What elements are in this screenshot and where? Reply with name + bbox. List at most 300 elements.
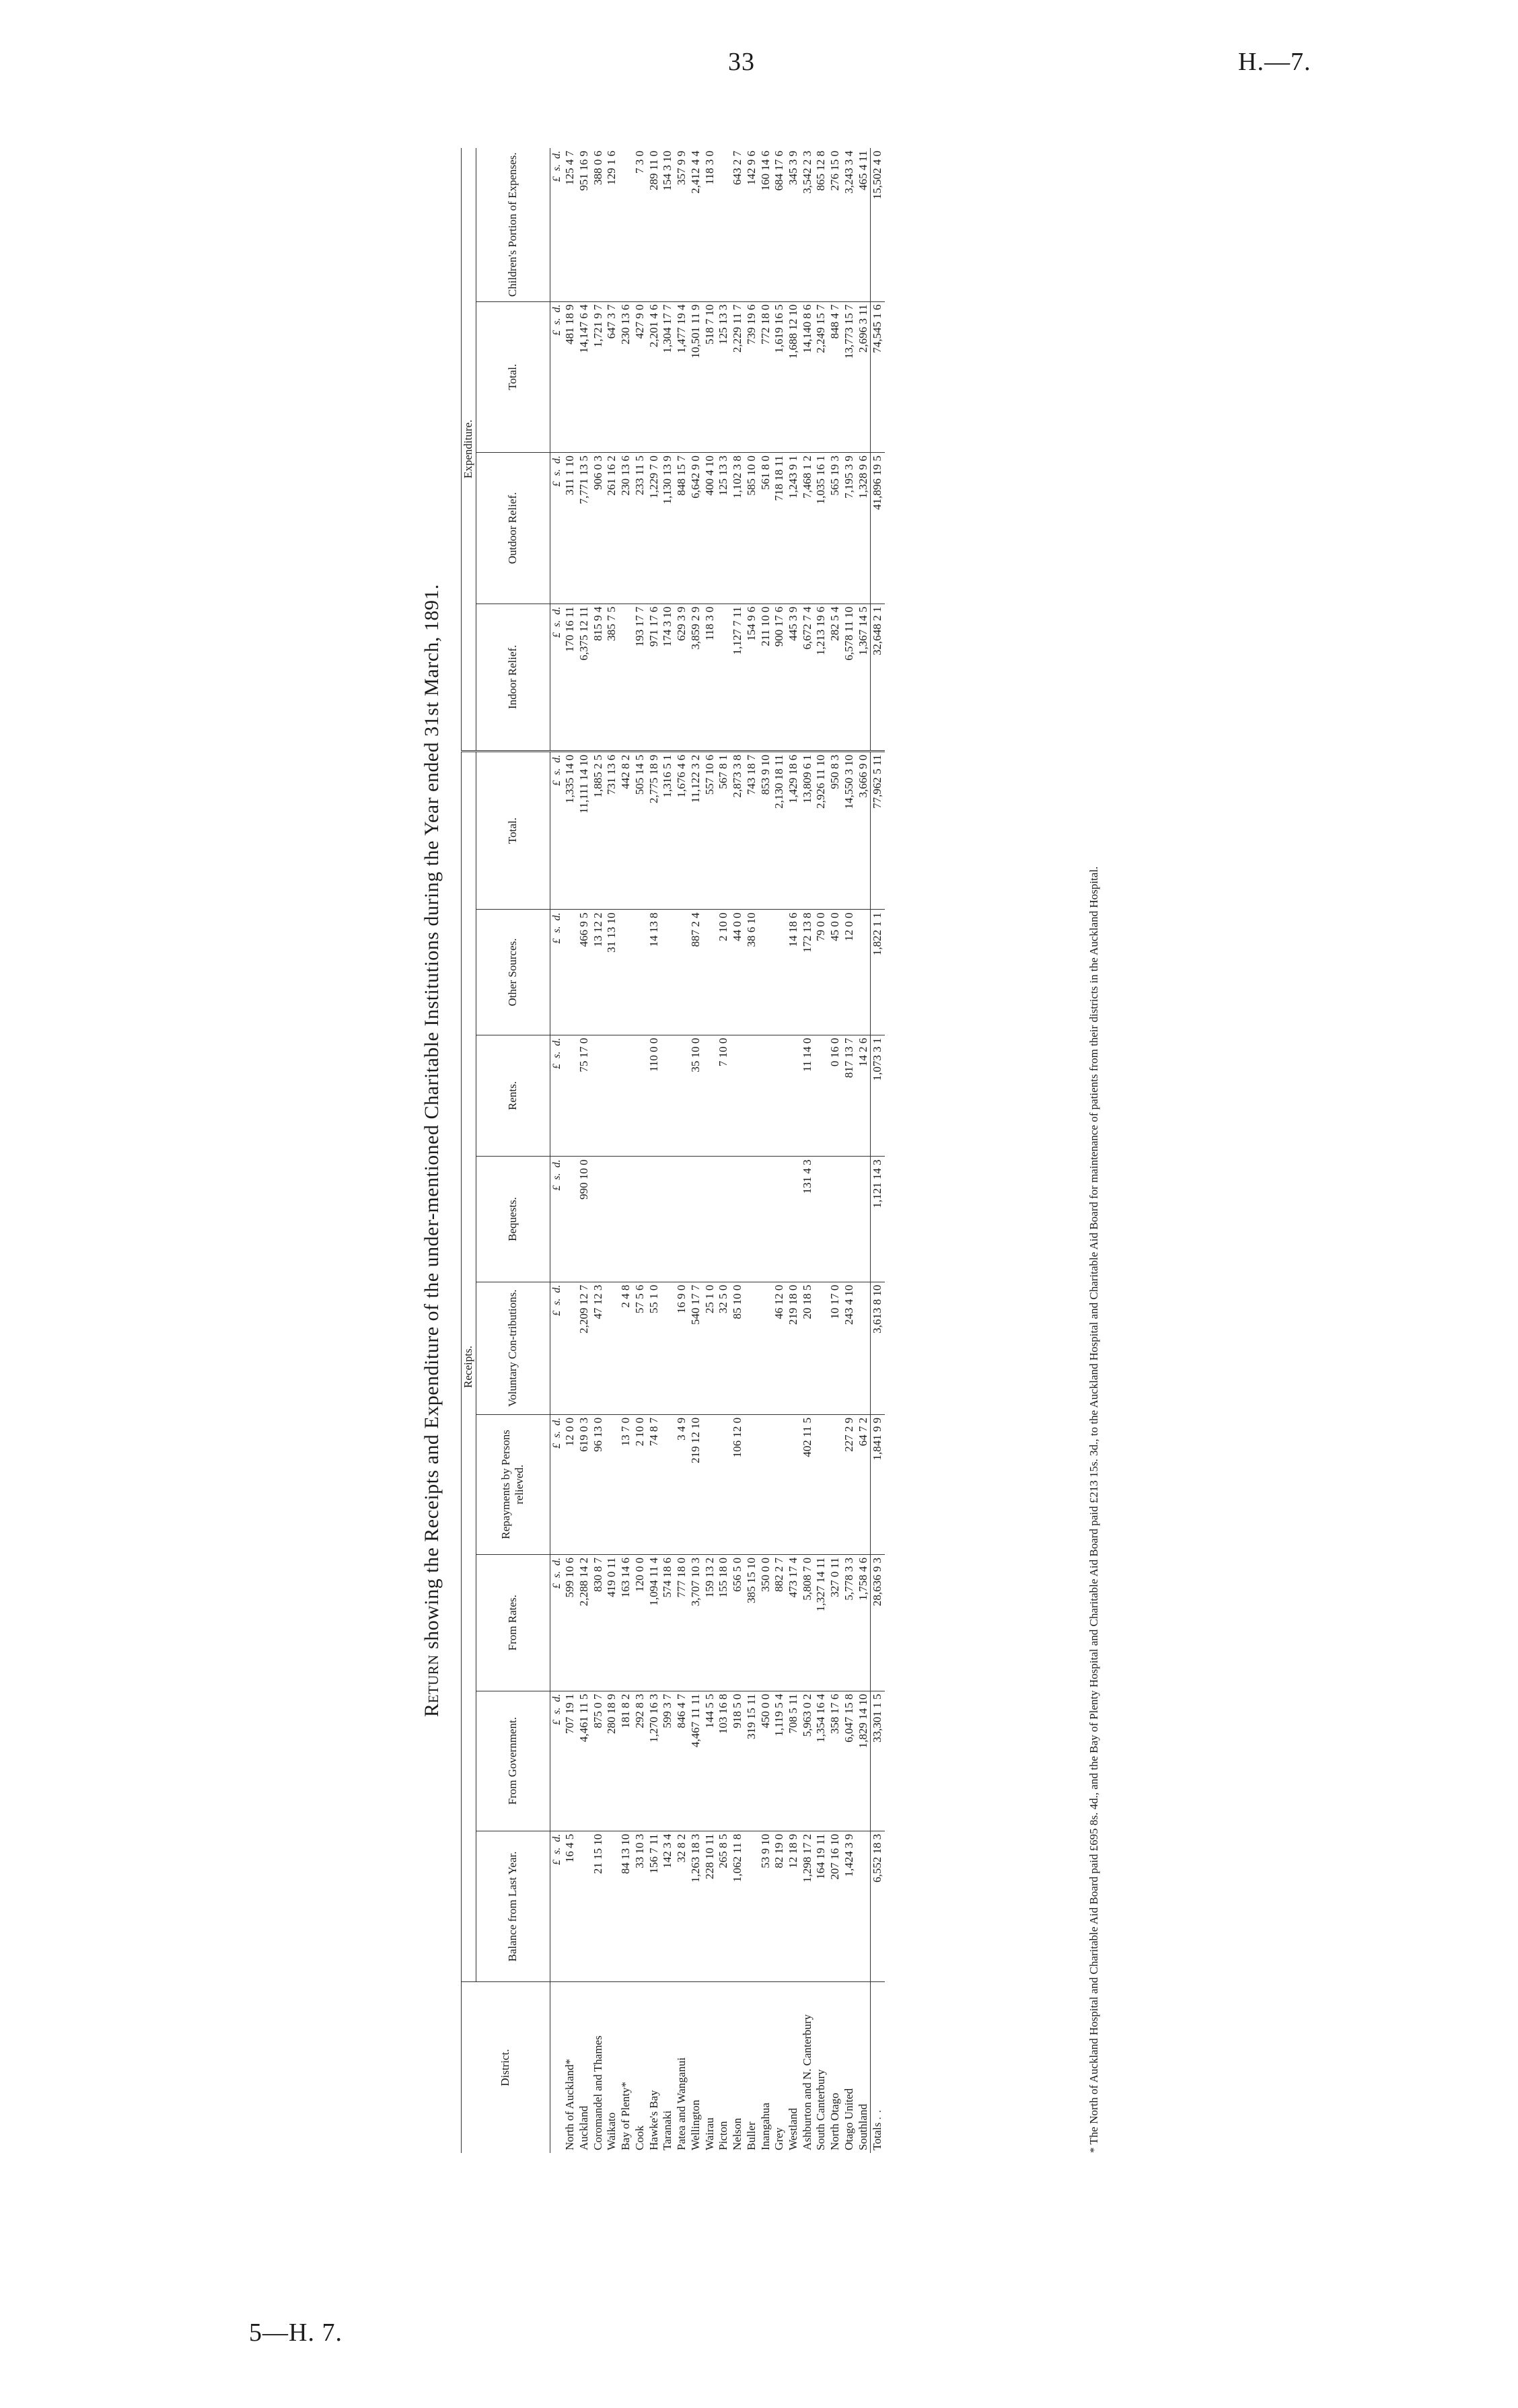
cell-total-exp: 1,619 16 5: [772, 301, 787, 453]
document-reference: H.—7.: [1238, 48, 1311, 76]
total-cell: 3,613 8 10: [871, 1282, 885, 1414]
cell-balance: 1,062 11 8: [731, 1831, 745, 1982]
cell-children: 154 3 10: [661, 148, 675, 301]
cell-bequests: [814, 1157, 828, 1282]
cell-government: 708 5 11: [787, 1691, 801, 1831]
cell-children: 3,542 2 3: [801, 148, 815, 301]
group-expenditure: Expenditure.: [462, 148, 476, 751]
cell-total-exp: 14,140 8 6: [801, 301, 815, 453]
col-total-receipts: Total.: [476, 751, 550, 910]
cell-other: 79 0 0: [814, 910, 828, 1035]
table-title: [421, 148, 443, 2153]
cell-outdoor: 565 19 3: [828, 453, 842, 604]
cell-rates: 159 13 2: [703, 1554, 717, 1691]
total-cell: 1,822 1 1: [871, 910, 885, 1035]
col-total-expenditure: Total.: [476, 301, 550, 453]
cell-voluntary: 85 10 0: [731, 1282, 745, 1414]
cell-other: 14 18 6: [787, 910, 801, 1035]
cell-other: 2 10 0: [717, 910, 731, 1035]
cell-government: 280 18 9: [605, 1691, 619, 1831]
footnote: * The North of Auckland Hospital and Charitable Aid Board paid £695 8s. 4d., and the Bay of Plenty Hospital and Charitable Aid Board paid £213 15s. 3d., to the Auckland Hospital and Charitable Aid Board for maintenance of patients from their districts in the Auckland Hospital.: [1087, 866, 1100, 2153]
cell-other: 13 12 2: [591, 910, 606, 1035]
cell-other: 466 9 5: [577, 910, 591, 1035]
cell-total-exp: 125 13 3: [717, 301, 731, 453]
district-name: North Otago: [828, 2092, 842, 2150]
cell-other: 12 0 0: [842, 910, 857, 1035]
cell-balance: [745, 1831, 759, 1982]
cell-rents: [633, 1035, 647, 1157]
cell-bequests: 990 10 0: [577, 1157, 591, 1282]
cell-other: [772, 910, 787, 1035]
currency-label: £ s. d.: [550, 1157, 563, 1282]
table-row: [717, 148, 731, 2153]
cell-government: 181 8 2: [619, 1691, 633, 1831]
district-name: Westland: [787, 2108, 799, 2150]
cell-children: 345 3 9: [787, 148, 801, 301]
total-cell: 74,545 1 6: [871, 301, 885, 453]
cell-balance: 32 8 2: [675, 1831, 689, 1982]
cell-voluntary: 10 17 0: [828, 1282, 842, 1414]
total-cell: 32,648 2 1: [871, 604, 885, 751]
currency-label: £ s. d.: [550, 1691, 563, 1831]
cell-bequests: [828, 1157, 842, 1282]
cell-other: 44 0 0: [731, 910, 745, 1035]
total-cell: 6,552 18 3: [871, 1831, 885, 1982]
cell-bequests: [563, 1157, 577, 1282]
cell-rates: 656 5 0: [731, 1554, 745, 1691]
currency-label: £ s. d.: [550, 1414, 563, 1554]
cell-government: 707 19 1: [563, 1691, 577, 1831]
cell-other: 31 13 10: [605, 910, 619, 1035]
cell-outdoor: 7,771 13 5: [577, 453, 591, 604]
cell-bequests: [689, 1157, 703, 1282]
cell-voluntary: [759, 1282, 773, 1414]
cell-voluntary: 55 1 0: [647, 1282, 661, 1414]
cell-children: 289 11 0: [647, 148, 661, 301]
cell-outdoor: 1,130 13 9: [661, 453, 675, 604]
cell-government: 358 17 6: [828, 1691, 842, 1831]
district-name: Bay of Plenty*: [619, 2082, 632, 2150]
cell-total-exp: 518 7 10: [703, 301, 717, 453]
title-text: showing the Receipts and Expenditure of the under-mentioned Charitable Institutions during the Year ended 31st March, 1891.: [421, 583, 443, 1650]
cell-rents: [731, 1035, 745, 1157]
cell-children: 2,412 4 4: [689, 148, 703, 301]
cell-children: 3,243 3 4: [842, 148, 857, 301]
cell-rents: [745, 1035, 759, 1157]
cell-total-receipts: 950 8 3: [828, 751, 842, 910]
cell-repayments: [828, 1414, 842, 1554]
cell-total-receipts: 567 8 1: [717, 751, 731, 910]
cell-outdoor: 7,195 3 9: [842, 453, 857, 604]
table-row: [842, 148, 857, 2153]
cell-government: 1,829 14 10: [857, 1691, 871, 1831]
col-children: Children's Portion of Expenses.: [476, 148, 550, 301]
cell-indoor: 900 17 6: [772, 604, 787, 751]
cell-rates: 3,707 10 3: [689, 1554, 703, 1691]
cell-bequests: [745, 1157, 759, 1282]
district-name: Grey: [772, 2127, 786, 2150]
district-name: Hawke's Bay: [647, 2090, 660, 2150]
cell-rents: [759, 1035, 773, 1157]
cell-outdoor: 561 8 0: [759, 453, 773, 604]
cell-total-exp: 1,304 17 7: [661, 301, 675, 453]
cell-repayments: 402 11 5: [801, 1414, 815, 1554]
total-cell: 1,121 14 3: [871, 1157, 885, 1282]
currency-label: £ s. d.: [550, 604, 563, 751]
cell-bequests: [731, 1157, 745, 1282]
cell-balance: [857, 1831, 871, 1982]
district-name: Southland: [856, 2104, 869, 2150]
cell-rates: 5,808 7 0: [801, 1554, 815, 1691]
cell-other: [675, 910, 689, 1035]
cell-balance: 1,263 18 3: [689, 1831, 703, 1982]
cell-children: 125 4 7: [563, 148, 577, 301]
cell-bequests: [605, 1157, 619, 1282]
col-bequests: Bequests.: [476, 1157, 550, 1282]
cell-other: 38 6 10: [745, 910, 759, 1035]
district-name: Taranaki: [661, 2110, 674, 2150]
col-outdoor: Outdoor Relief.: [476, 453, 550, 604]
cell-voluntary: 219 18 0: [787, 1282, 801, 1414]
cell-total-exp: 848 4 7: [828, 301, 842, 453]
cell-voluntary: [857, 1282, 871, 1414]
cell-bequests: 131 4 3: [801, 1157, 815, 1282]
cell-rents: 14 2 6: [857, 1035, 871, 1157]
cell-voluntary: 25 1 0: [703, 1282, 717, 1414]
cell-balance: 1,424 3 9: [842, 1831, 857, 1982]
cell-total-receipts: 505 14 5: [633, 751, 647, 910]
cell-other: [633, 910, 647, 1035]
cell-government: 144 5 5: [703, 1691, 717, 1831]
cell-voluntary: 57 5 6: [633, 1282, 647, 1414]
table-row: [647, 148, 661, 2153]
cell-rents: [787, 1035, 801, 1157]
cell-indoor: 629 3 9: [675, 604, 689, 751]
col-district: District.: [462, 1982, 550, 2153]
cell-indoor: 211 10 0: [759, 604, 773, 751]
cell-total-exp: 2,229 11 7: [731, 301, 745, 453]
cell-balance: 16 4 5: [563, 1831, 577, 1982]
cell-rates: 120 0 0: [633, 1554, 647, 1691]
cell-voluntary: [814, 1282, 828, 1414]
col-balance: Balance from Last Year.: [476, 1831, 550, 1982]
cell-bequests: [717, 1157, 731, 1282]
cell-voluntary: [661, 1282, 675, 1414]
cell-rates: 777 18 0: [675, 1554, 689, 1691]
currency-label: £ s. d.: [550, 910, 563, 1035]
cell-total-receipts: 442 8 2: [619, 751, 633, 910]
table-row: [661, 148, 675, 2153]
cell-rates: 163 14 6: [619, 1554, 633, 1691]
cell-repayments: 219 12 10: [689, 1414, 703, 1554]
cell-balance: 53 9 10: [759, 1831, 773, 1982]
cell-repayments: 96 13 0: [591, 1414, 606, 1554]
cell-bequests: [633, 1157, 647, 1282]
cell-total-exp: 230 13 6: [619, 301, 633, 453]
totals-row: [871, 148, 885, 2153]
cell-other: 172 13 8: [801, 910, 815, 1035]
total-cell: 28,636 9 3: [871, 1554, 885, 1691]
cell-voluntary: [605, 1282, 619, 1414]
cell-balance: 142 3 4: [661, 1831, 675, 1982]
col-government: From Government.: [476, 1691, 550, 1831]
cell-total-exp: 2,696 3 11: [857, 301, 871, 453]
cell-rates: 1,758 4 6: [857, 1554, 871, 1691]
cell-government: 875 0 7: [591, 1691, 606, 1831]
cell-bequests: [619, 1157, 633, 1282]
cell-other: [661, 910, 675, 1035]
cell-total-receipts: 3,666 9 0: [857, 751, 871, 910]
cell-rates: 1,094 11 4: [647, 1554, 661, 1691]
col-voluntary: Voluntary Con-tributions.: [476, 1282, 550, 1414]
cell-total-exp: 2,249 15 7: [814, 301, 828, 453]
cell-rates: 327 0 11: [828, 1554, 842, 1691]
cell-outdoor: 1,328 9 6: [857, 453, 871, 604]
cell-repayments: 619 0 3: [577, 1414, 591, 1554]
currency-label: £ s. d.: [550, 301, 563, 453]
page-number: 33: [728, 48, 755, 76]
cell-repayments: 3 4 9: [675, 1414, 689, 1554]
total-cell: 77,962 5 11: [871, 751, 885, 910]
cell-repayments: 74 8 7: [647, 1414, 661, 1554]
cell-indoor: 1,127 7 11: [731, 604, 745, 751]
cell-rates: 599 10 6: [563, 1554, 577, 1691]
cell-bequests: [772, 1157, 787, 1282]
cell-government: 918 5 0: [731, 1691, 745, 1831]
cell-rents: 75 17 0: [577, 1035, 591, 1157]
total-cell: 15,502 4 0: [871, 148, 885, 301]
title-lead: Return: [421, 1654, 443, 1718]
district-name: Otago United: [842, 2088, 855, 2150]
cell-balance: 265 8 5: [717, 1831, 731, 1982]
cell-children: 7 3 0: [633, 148, 647, 301]
group-receipts: Receipts.: [462, 751, 476, 1982]
cell-total-receipts: 1,335 14 0: [563, 751, 577, 910]
cell-outdoor: 230 13 6: [619, 453, 633, 604]
cell-indoor: 6,375 12 11: [577, 604, 591, 751]
cell-voluntary: [563, 1282, 577, 1414]
cell-bequests: [675, 1157, 689, 1282]
cell-government: 450 0 0: [759, 1691, 773, 1831]
cell-government: 1,354 16 4: [814, 1691, 828, 1831]
cell-other: [857, 910, 871, 1035]
cell-rates: 2,288 14 2: [577, 1554, 591, 1691]
cell-indoor: [717, 604, 731, 751]
cell-total-receipts: 1,885 2 5: [591, 751, 606, 910]
table-row: [801, 148, 815, 2153]
cell-rents: 0 16 0: [828, 1035, 842, 1157]
cell-repayments: 227 2 9: [842, 1414, 857, 1554]
table-row: [563, 148, 577, 2153]
table-body: [550, 148, 871, 2153]
cell-other: [619, 910, 633, 1035]
cell-indoor: 282 5 4: [828, 604, 842, 751]
cell-other: 887 2 4: [689, 910, 703, 1035]
cell-indoor: 118 3 0: [703, 604, 717, 751]
cell-balance: 207 16 10: [828, 1831, 842, 1982]
cell-bequests: [661, 1157, 675, 1282]
cell-rents: [703, 1035, 717, 1157]
table-row: [857, 148, 871, 2153]
cell-balance: 82 19 0: [772, 1831, 787, 1982]
table-row: [689, 148, 703, 2153]
cell-repayments: [717, 1414, 731, 1554]
cell-total-exp: 647 3 7: [605, 301, 619, 453]
cell-repayments: 2 10 0: [633, 1414, 647, 1554]
cell-voluntary: 2,209 12 7: [577, 1282, 591, 1414]
cell-other: 14 13 8: [647, 910, 661, 1035]
table-row: [605, 148, 619, 2153]
cell-government: 599 3 7: [661, 1691, 675, 1831]
cell-repayments: [759, 1414, 773, 1554]
cell-indoor: [619, 604, 633, 751]
district-name: Picton: [717, 2121, 730, 2150]
cell-rates: 385 15 10: [745, 1554, 759, 1691]
cell-total-exp: 772 18 0: [759, 301, 773, 453]
cell-children: 388 0 6: [591, 148, 606, 301]
cell-indoor: 154 9 6: [745, 604, 759, 751]
cell-repayments: [661, 1414, 675, 1554]
total-cell: 41,896 19 5: [871, 453, 885, 604]
table-row: [731, 148, 745, 2153]
cell-indoor: 815 9 4: [591, 604, 606, 751]
cell-balance: [605, 1831, 619, 1982]
cell-rates: 574 18 6: [661, 1554, 675, 1691]
cell-repayments: 106 12 0: [731, 1414, 745, 1554]
cell-balance: 1,298 17 2: [801, 1831, 815, 1982]
district-name: Coromandel and Thames: [591, 2035, 604, 2150]
cell-total-exp: 2,201 4 6: [647, 301, 661, 453]
currency-row: [550, 148, 563, 2153]
cell-total-receipts: 2,775 18 9: [647, 751, 661, 910]
cell-bequests: [591, 1157, 606, 1282]
cell-outdoor: 906 0 3: [591, 453, 606, 604]
district-name: Buller: [744, 2121, 758, 2150]
cell-balance: 33 10 3: [633, 1831, 647, 1982]
cell-total-receipts: 731 13 6: [605, 751, 619, 910]
cell-balance: [577, 1831, 591, 1982]
currency-label: £ s. d.: [550, 751, 563, 910]
cell-indoor: 1,213 19 6: [814, 604, 828, 751]
cell-total-exp: 1,477 19 4: [675, 301, 689, 453]
cell-total-exp: 1,688 12 10: [787, 301, 801, 453]
cell-rates: 830 8 7: [591, 1554, 606, 1691]
cell-outdoor: 1,035 16 1: [814, 453, 828, 604]
cell-rents: 7 10 0: [717, 1035, 731, 1157]
cell-repayments: 13 7 0: [619, 1414, 633, 1554]
district-name: Wellington: [688, 2099, 702, 2150]
district-name: South Canterbury: [814, 2069, 828, 2150]
currency-label: £ s. d.: [550, 1282, 563, 1414]
cell-total-receipts: 11,111 14 10: [577, 751, 591, 910]
cell-indoor: 3,859 2 9: [689, 604, 703, 751]
cell-repayments: [605, 1414, 619, 1554]
cell-other: [563, 910, 577, 1035]
total-cell: 1,841 9 9: [871, 1414, 885, 1554]
cell-outdoor: 400 4 10: [703, 453, 717, 604]
col-rents: Rents.: [476, 1035, 550, 1157]
cell-total-receipts: 13,809 6 1: [801, 751, 815, 910]
table-row: [745, 148, 759, 2153]
cell-repayments: [745, 1414, 759, 1554]
cell-total-receipts: 1,429 18 6: [787, 751, 801, 910]
cell-indoor: 1,367 14 5: [857, 604, 871, 751]
cell-balance: 228 10 11: [703, 1831, 717, 1982]
cell-indoor: 971 17 6: [647, 604, 661, 751]
cell-total-exp: 13,773 15 7: [842, 301, 857, 453]
district-name: Waikato: [605, 2112, 618, 2150]
cell-rates: 419 0 11: [605, 1554, 619, 1691]
cell-bequests: [647, 1157, 661, 1282]
district-name: Inangahua: [758, 2103, 772, 2150]
district-name: Wairau: [702, 2117, 716, 2150]
cell-voluntary: 16 9 0: [675, 1282, 689, 1414]
rotated-return-table: [421, 148, 1127, 2153]
cell-bequests: [759, 1157, 773, 1282]
cell-total-exp: 481 18 9: [563, 301, 577, 453]
cell-total-exp: 739 19 6: [745, 301, 759, 453]
cell-children: 357 9 9: [675, 148, 689, 301]
return-table: [461, 148, 885, 2153]
currency-label: £ s. d.: [550, 1554, 563, 1691]
cell-total-receipts: 1,676 4 6: [675, 751, 689, 910]
cell-indoor: 6,578 11 10: [842, 604, 857, 751]
cell-balance: 156 7 11: [647, 1831, 661, 1982]
table-row: [591, 148, 606, 2153]
district-name: Patea and Wanganui: [675, 2057, 688, 2150]
cell-other: [759, 910, 773, 1035]
cell-government: 4,467 11 11: [689, 1691, 703, 1831]
district-name: Auckland: [577, 2105, 590, 2150]
cell-balance: 84 13 10: [619, 1831, 633, 1982]
cell-children: 118 3 0: [703, 148, 717, 301]
cell-outdoor: 261 16 2: [605, 453, 619, 604]
cell-outdoor: 7,468 1 2: [801, 453, 815, 604]
cell-rents: 817 13 7: [842, 1035, 857, 1157]
totals-label: Totals ..: [871, 1982, 885, 2153]
cell-outdoor: 311 1 10: [563, 453, 577, 604]
cell-government: 846 4 7: [675, 1691, 689, 1831]
cell-rents: [619, 1035, 633, 1157]
cell-rents: [661, 1035, 675, 1157]
district-name: Cook: [632, 2125, 646, 2150]
cell-outdoor: 6,642 9 0: [689, 453, 703, 604]
cell-children: [619, 148, 633, 301]
cell-children: 643 2 7: [731, 148, 745, 301]
cell-rates: 882 2 7: [772, 1554, 787, 1691]
cell-outdoor: 233 11 5: [633, 453, 647, 604]
cell-voluntary: 20 18 5: [801, 1282, 815, 1414]
cell-repayments: [772, 1414, 787, 1554]
cell-total-receipts: 2,130 18 11: [772, 751, 787, 910]
cell-repayments: [703, 1414, 717, 1554]
cell-children: 684 17 6: [772, 148, 787, 301]
currency-label: £ s. d.: [550, 1831, 563, 1982]
table-row: [828, 148, 842, 2153]
cell-children: 951 16 9: [577, 148, 591, 301]
cell-repayments: [787, 1414, 801, 1554]
cell-total-receipts: 11,122 3 2: [689, 751, 703, 910]
cell-outdoor: 848 15 7: [675, 453, 689, 604]
cell-total-exp: 10,501 11 9: [689, 301, 703, 453]
cell-rents: 11 14 0: [801, 1035, 815, 1157]
col-indoor: Indoor Relief.: [476, 604, 550, 751]
cell-indoor: 170 16 11: [563, 604, 577, 751]
cell-total-receipts: 2,873 3 8: [731, 751, 745, 910]
cell-outdoor: 585 10 0: [745, 453, 759, 604]
cell-indoor: 385 7 5: [605, 604, 619, 751]
cell-rents: [675, 1035, 689, 1157]
